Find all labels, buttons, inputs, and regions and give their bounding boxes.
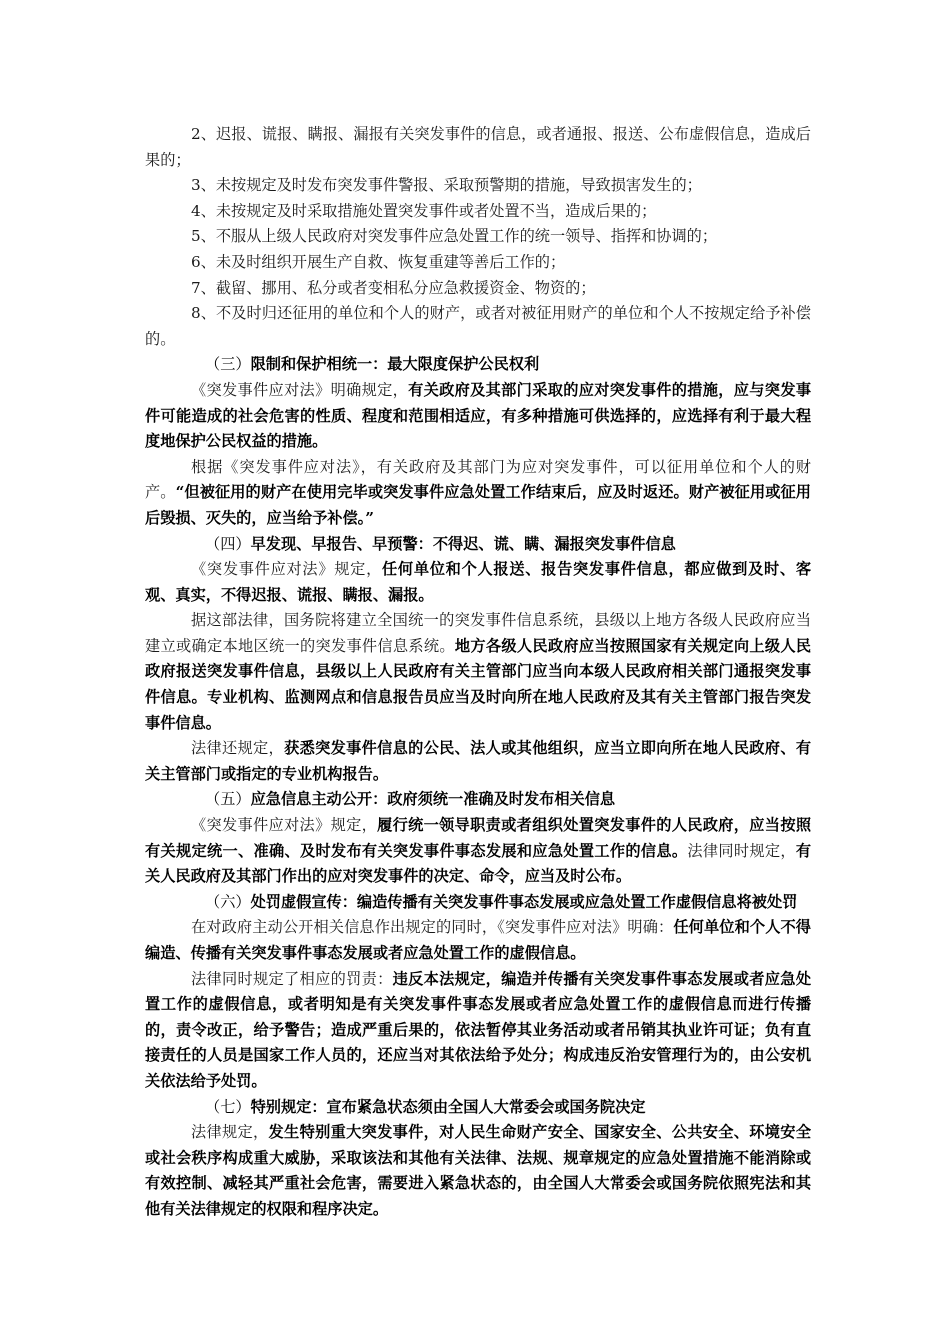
paragraph bbox=[145, 967, 811, 1095]
bold-text-run: 获悉突发事件信息的公民、法人或其他组织，应当立即向所在地人民政府、有关主管部门或指定的专业机构报告。 bbox=[145, 739, 812, 783]
paragraph bbox=[145, 455, 811, 532]
text-run: 《突发事件应对法》规定， bbox=[191, 560, 382, 579]
text-run: （四） bbox=[205, 534, 251, 553]
section-heading bbox=[145, 352, 811, 378]
bold-text-run: 有关人民政府及其部门作出的应对突发事件的决定、命令，应当及时公布。 bbox=[145, 841, 812, 886]
paragraph bbox=[145, 173, 811, 199]
text-run: 法律同时规定了相应的罚责： bbox=[191, 969, 393, 988]
bold-text-run: 有关政府及其部门采取的应对突发事件的措施，应与突发事件可能造成的社会危害的性质、程度和范围相适应，有多种措施可供选择的，应选择有利于最大程度地保护公民权益的措施。 bbox=[145, 380, 812, 451]
paragraph bbox=[145, 915, 811, 966]
bold-text-run: 任何单位和个人报送、报告突发事件信息，都应做到及时、客观、真实，不得迟报、谎报、瞒报、漏报。 bbox=[145, 560, 812, 604]
text-run: 5、不服从上级人民政府对突发事件应急处置工作的统一领导、指挥和协调的； bbox=[191, 227, 718, 246]
paragraph bbox=[145, 250, 811, 276]
section-heading bbox=[145, 1095, 811, 1121]
text-run: 据这部法律，国务院将建立全国统一的突发事件信息系统，县级以上地方各级人民政府应当建立或确定本地区统一的突发事件信息系统。 bbox=[145, 611, 811, 655]
text-run: 《突发事件应对法》规定， bbox=[191, 816, 378, 835]
text-run: 6、未及时组织开展生产自救、恢复重建等善后工作的； bbox=[191, 252, 566, 271]
bold-text-run: 地方各级人民政府应当按照国家有关规定向上级人民政府报送突发事件信息，县级以上人民政府有关主管部门应当向本级人民政府相关部门通报突发事件信息。专业机构、监测网点和信息报告员应当及时向所在地人民政府及其有关主管部门报告突发事件信息。 bbox=[145, 636, 812, 732]
paragraph bbox=[145, 736, 811, 787]
section-heading bbox=[145, 787, 811, 813]
paragraph bbox=[145, 224, 811, 250]
document-body bbox=[145, 122, 811, 1223]
paragraph bbox=[145, 1120, 811, 1222]
paragraph bbox=[145, 276, 811, 302]
text-run: 8、不及时归还征用的单位和个人的财产，或者对被征用财产的单位和个人不按规定给予补偿的。 bbox=[145, 304, 811, 348]
text-run: （五） bbox=[205, 790, 251, 809]
section-heading bbox=[145, 890, 811, 916]
bold-text-run: 特别规定：宣布紧急状态须由全国人大常委会或国务院决定 bbox=[250, 1097, 646, 1116]
text-run: 根据《突发事件应对法》，有关政府及其部门为应对突发事件，可以征用单位和个人的财产。 bbox=[145, 457, 811, 502]
bold-text-run: “但被征用的财产在使用完毕或突发事件应急处置工作结束后，应及时返还。财产被征用或征用后毁损、灭失的，应当给予补偿。” bbox=[145, 483, 811, 527]
text-run: 《突发事件应对法》明确规定， bbox=[191, 380, 409, 399]
paragraph bbox=[145, 608, 811, 736]
bold-text-run: 发生特别重大突发事件，对人民生命财产安全、国家安全、公共安全、环境安全或社会秩序构成重大威胁，采取该法和其他有关法律、法规、规章规定的应急处置措施不能消除或有效控制、减轻其严重社会危害，需要进入紧急状态的，由全国人大常委会或国务院依照宪法和其他有关法律规定的权限和程序决定。 bbox=[145, 1123, 812, 1218]
paragraph bbox=[145, 122, 811, 173]
paragraph bbox=[145, 301, 811, 352]
bold-text-run: 限制和保护相统一：最大限度保护公民权利 bbox=[250, 355, 540, 374]
text-run: （七） bbox=[205, 1097, 251, 1116]
paragraph bbox=[145, 813, 811, 890]
text-run: 7、截留、挪用、私分或者变相私分应急救援资金、物资的； bbox=[191, 278, 596, 297]
paragraph bbox=[145, 378, 811, 455]
text-run: 4、未按规定及时采取措施处置突发事件或者处置不当，造成后果的； bbox=[191, 201, 657, 220]
text-run: 在对政府主动公开相关信息作出规定的同时，《突发事件应对法》明确： bbox=[191, 918, 674, 937]
text-run: 2、迟报、谎报、瞒报、漏报有关突发事件的信息，或者通报、报送、公布虚假信息，造成后果的； bbox=[145, 125, 811, 169]
text-run: 3、未按规定及时发布突发事件警报、采取预警期的措施，导致损害发生的； bbox=[191, 176, 702, 195]
text-run: 法律还规定， bbox=[191, 739, 285, 758]
bold-text-run: 履行统一领导职责或者组织处置突发事件的人民政府，应当按照有关规定统一、准确、及时发布有关突发事件事态发展和应急处置工作的信息。 bbox=[145, 816, 812, 860]
bold-text-run: 任何单位和个人不得编造、传播有关突发事件事态发展或者应急处置工作的虚假信息。 bbox=[145, 918, 811, 962]
text-run: 法律规定， bbox=[191, 1123, 269, 1142]
paragraph bbox=[145, 557, 811, 608]
text-run: 法律同时规定， bbox=[687, 841, 796, 860]
paragraph bbox=[145, 199, 811, 225]
section-heading bbox=[145, 532, 811, 558]
text-run: （六） bbox=[205, 892, 251, 911]
text-run: （三） bbox=[205, 355, 251, 374]
bold-text-run: 违反本法规定，编造并传播有关突发事件事态发展或者应急处置工作的虚假信息，或者明知是有关突发事件事态发展或者应急处置工作的虚假信息而进行传播的，责令改正，给予警告；造成严重后果的，依法暂停其业务活动或者吊销其执业许可证；负有直接责任的人员是国家工作人员的，还应当对其依法给予处分；构成违反治安管理行为的，由公安机关依法给予处罚。 bbox=[145, 969, 812, 1090]
bold-text-run: 应急信息主动公开：政府须统一准确及时发布相关信息 bbox=[250, 790, 616, 809]
bold-text-run: 处罚虚假宣传：编造传播有关突发事件事态发展或应急处置工作虚假信息将被处罚 bbox=[250, 892, 798, 911]
bold-text-run: 早发现、早报告、早预警：不得迟、谎、瞒、漏报突发事件信息 bbox=[250, 534, 676, 553]
